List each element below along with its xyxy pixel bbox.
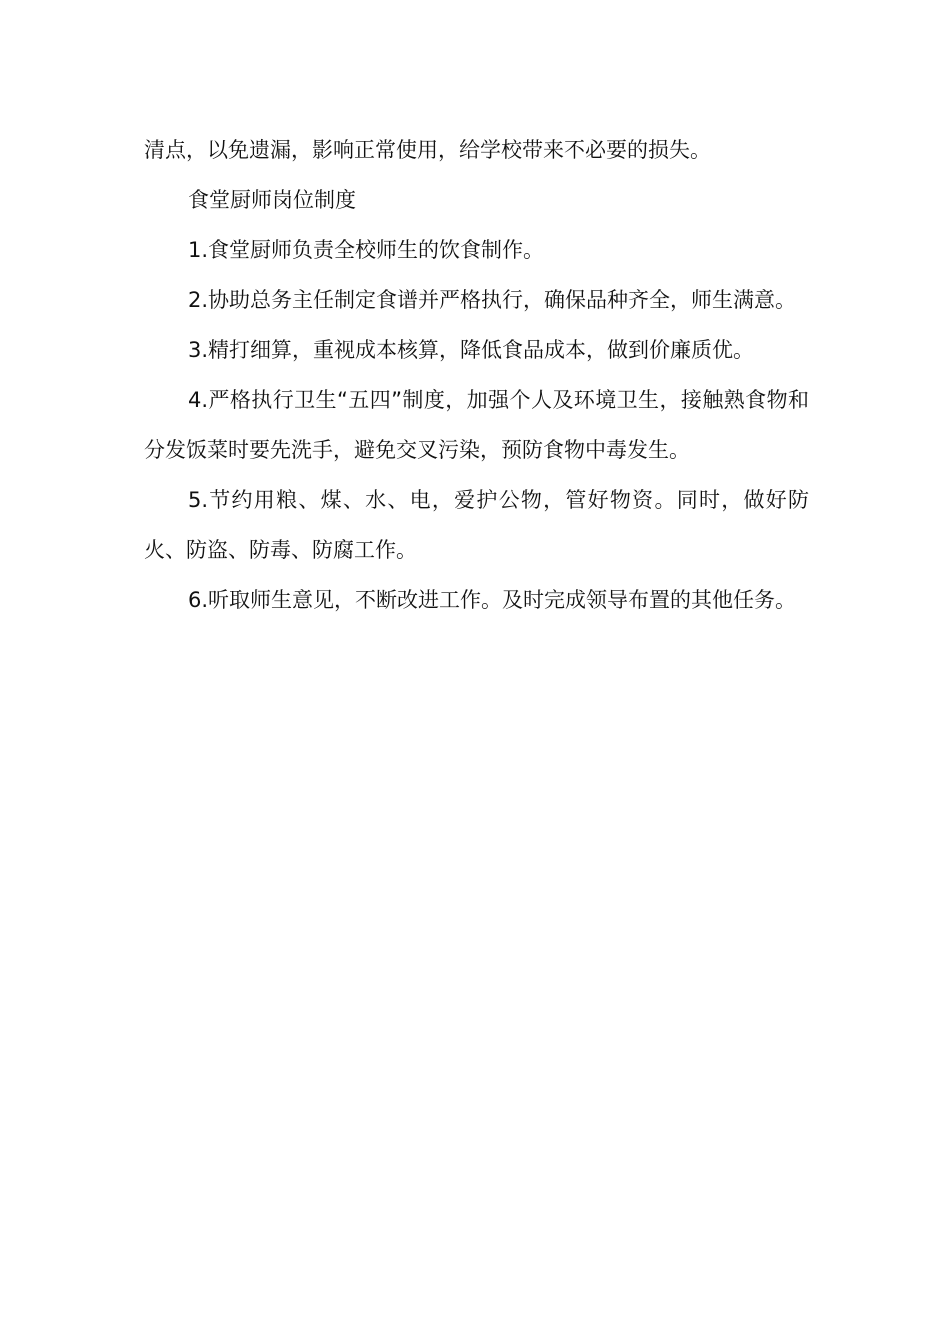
continued-paragraph: 清点，以免遗漏，影响正常使用，给学校带来不必要的损失。 [144,138,711,162]
rule-item-4: 4.严格执行卫生“五四”制度，加强个人及环境卫生，接触熟食物和分发饭菜时要先洗手，避免交叉污染，预防食物中毒发生。 [144,388,809,462]
rule-item-5: 5.节约用粮、煤、水、电，爱护公物，管好物资。同时，做好防火、防盗、防毒、防腐工作。 [144,488,809,562]
document-body [144,125,809,625]
rule-item-1: 1.食堂厨师负责全校师生的饮食制作。 [188,238,545,262]
rule-item-6: 6.听取师生意见，不断改进工作。及时完成领导布置的其他任务。 [188,588,797,612]
rule-item-2: 2.协助总务主任制定食谱并严格执行，确保品种齐全，师生满意。 [188,288,797,312]
rule-item-3: 3.精打细算，重视成本核算，降低食品成本，做到价廉质优。 [188,338,755,362]
section-heading: 食堂厨师岗位制度 [188,188,356,212]
